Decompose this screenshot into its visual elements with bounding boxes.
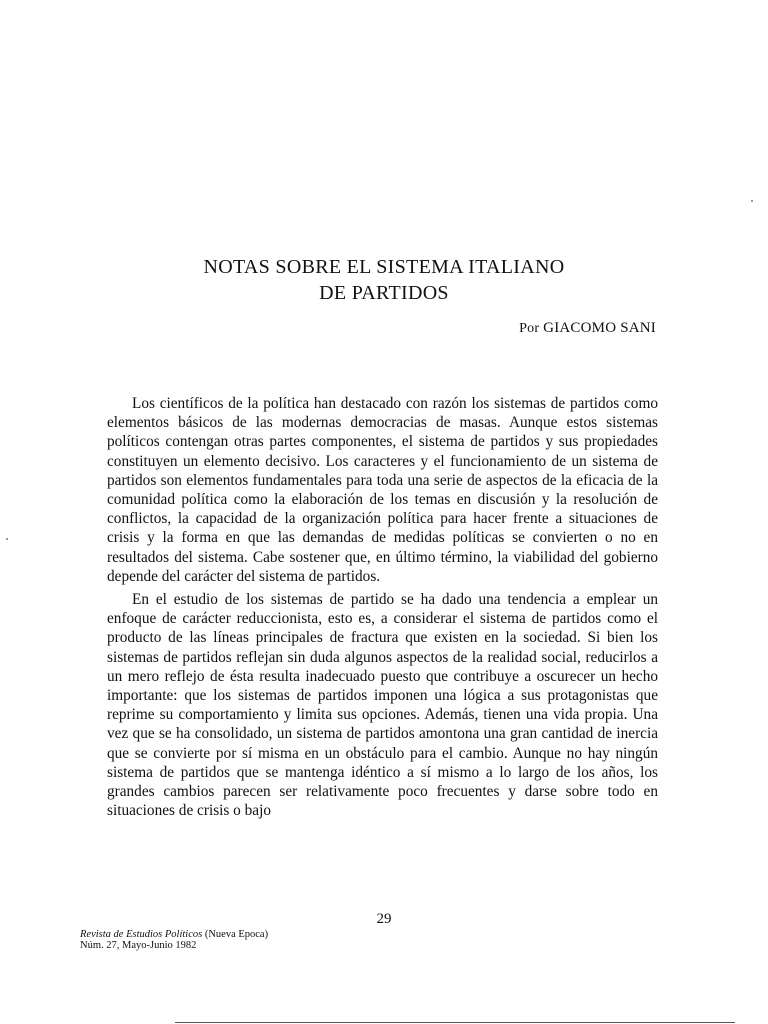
author-byline <box>519 320 656 337</box>
author-name: GIACOMO SANI <box>543 320 656 336</box>
paragraph-1: Los científicos de la política han destacado con razón los sistemas de partidos como elementos básicos de las modernas democracias de masas. Aunque estos sistemas políticos contengan otras partes componentes, el sistema de partidos y sus propiedades constituyen un elemento decisivo. Los caracteres y el funcionamiento de un sistema de partidos son elementos fundamentales para toda una serie de aspectos de la eficacia de la comunidad política como la elaboración de los temas en discusión y la resolución de conflictos, la capacidad de la organización política para hacer frente a situaciones de crisis y la forma en que las demandas de medidas políticas se convierten o no en resultados del sistema. Cabe sostener que, en último término, la viabilidad del gobierno depende del carácter del sistema de partidos. <box>107 395 658 585</box>
paragraph-2: En el estudio de los sistemas de partido se ha dado una tendencia a emplear un enfoque de carácter reduccionista, esto es, a considerar el sistema de partidos como el producto de las líneas principales de fractura que existen en la sociedad. Si bien los sistemas de partidos reflejan sin duda algunos aspectos de la realidad social, reducirlos a un mero reflejo de ésta resulta inadecuado puesto que contribuye a oscurecer un hecho importante: que los sistemas de partidos imponen una lógica a sus protagonistas que reprime su comportamiento y limita sus opciones. Además, tienen una vida propia. Una vez que se ha consolidado, un sistema de partidos amontona una gran cantidad de inercia que se convierte por sí misma en un obstáculo para el cambio. Aunque no hay ningún sistema de partidos que se mantenga idéntico a sí mismo a lo largo de los años, los grandes cambios parecen ser relativamente poco frecuentes y darse sobre todo en situaciones de crisis o bajo <box>107 591 658 820</box>
article-title-line-2: DE PARTIDOS <box>319 282 449 304</box>
journal-issue: Núm. 27, Mayo-Junio 1982 <box>80 940 197 951</box>
journal-name: Revista de Estudios Políticos <box>80 929 203 940</box>
article-body <box>107 394 658 820</box>
page-number: 29 <box>376 911 392 927</box>
scan-speck <box>6 538 8 540</box>
bottom-rule <box>175 1022 735 1023</box>
journal-footer <box>80 929 268 951</box>
scan-speck <box>751 200 753 202</box>
journal-edition: (Nueva Epoca) <box>204 929 269 940</box>
author-prefix: Por <box>519 321 540 336</box>
article-title-line-1: NOTAS SOBRE EL SISTEMA ITALIANO <box>203 256 565 278</box>
